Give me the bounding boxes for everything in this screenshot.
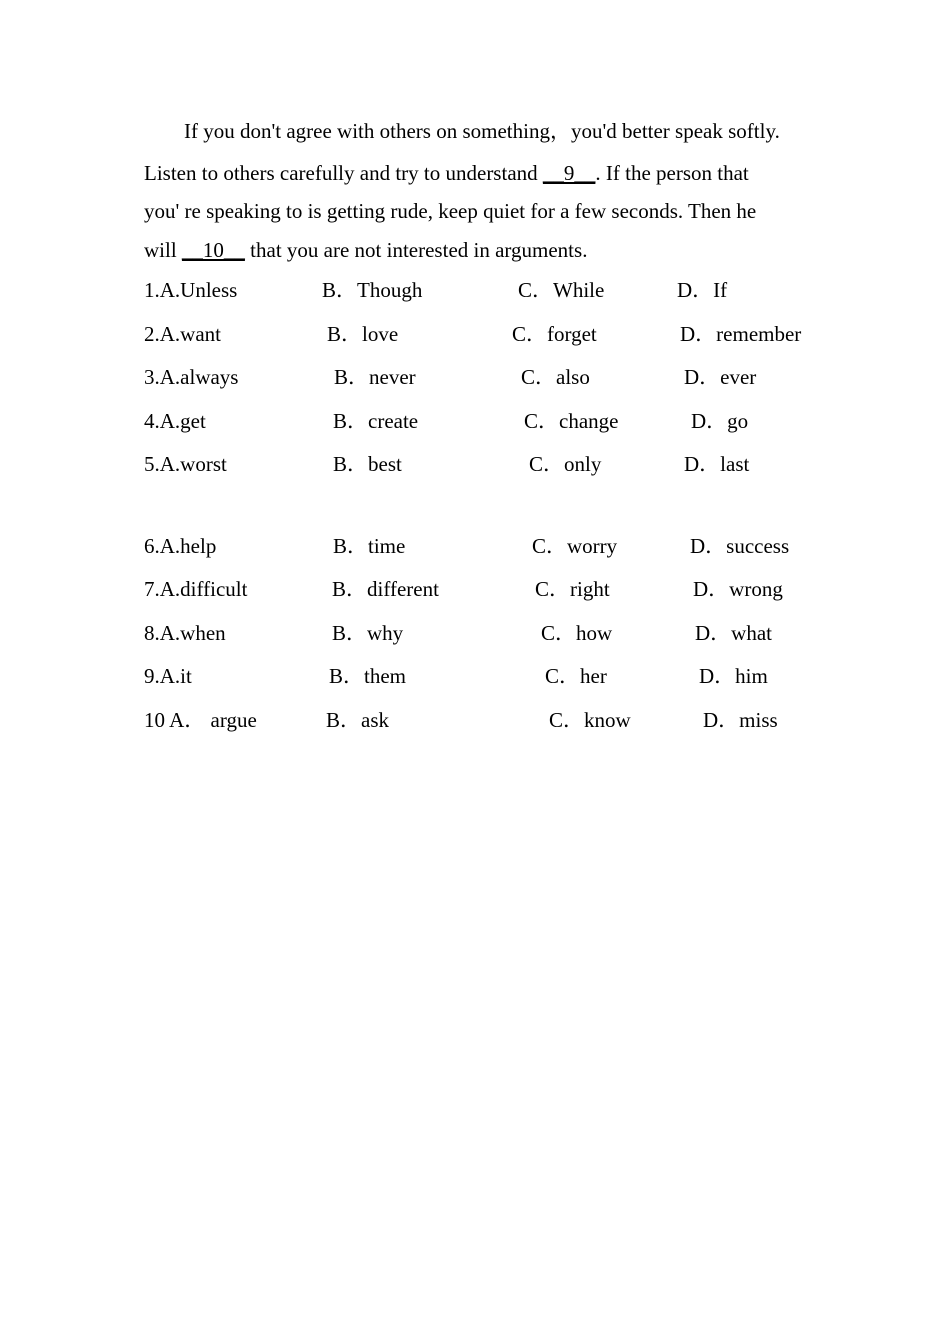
q9-option-d: D．him bbox=[699, 664, 768, 688]
q7-option-d: D．wrong bbox=[693, 577, 783, 601]
q2-option-c: C．forget bbox=[512, 322, 597, 346]
q6-option-d: D．success bbox=[690, 534, 790, 558]
q8-option-b: B．why bbox=[332, 621, 404, 645]
q6-option-a: 6.A.help bbox=[144, 534, 217, 558]
passage-line-2-end: . If the person that bbox=[595, 161, 749, 185]
q5-option-b: B．best bbox=[333, 452, 402, 476]
passage-line-4-start: will bbox=[144, 238, 182, 262]
q1-option-a: 1.A.Unless bbox=[144, 278, 238, 302]
passage-line-4-end: that you are not interested in arguments. bbox=[244, 238, 588, 262]
q4-option-d: D．go bbox=[691, 409, 749, 433]
q1-option-d: D．If bbox=[677, 278, 728, 302]
q2-option-d: D．remember bbox=[680, 322, 802, 346]
q10-option-a: 10 A． argue bbox=[144, 708, 257, 732]
blank-9: __9__ bbox=[542, 161, 596, 185]
q7-option-b: B．different bbox=[332, 577, 439, 601]
q10-option-b: B．ask bbox=[326, 708, 389, 732]
q6-option-c: C．worry bbox=[532, 534, 618, 558]
q3-option-d: D．ever bbox=[684, 365, 757, 389]
passage-line-3: you' re speaking to is getting rude, keep quiet for a few seconds. Then he bbox=[144, 199, 757, 223]
q8-option-c: C．how bbox=[541, 621, 613, 645]
passage-line-2-start: Listen to others carefully and try to understand bbox=[144, 161, 543, 185]
q3-option-b: B．never bbox=[334, 365, 416, 389]
q5-option-c: C．only bbox=[529, 452, 602, 476]
q7-option-a: 7.A.difficult bbox=[144, 577, 248, 601]
q2-option-a: 2.A.want bbox=[144, 322, 221, 346]
q3-option-c: C．also bbox=[521, 365, 590, 389]
q6-option-b: B．time bbox=[333, 534, 406, 558]
q2-option-b: B．love bbox=[327, 322, 399, 346]
q10-option-c: C．know bbox=[549, 708, 631, 732]
q9-option-c: C．her bbox=[545, 664, 607, 688]
blank-10: __10__ bbox=[181, 238, 245, 262]
q5-option-d: D．last bbox=[684, 452, 750, 476]
q9-option-b: B．them bbox=[329, 664, 406, 688]
q10-option-d: D．miss bbox=[703, 708, 778, 732]
passage-line-2 bbox=[144, 160, 749, 186]
q4-option-c: C．change bbox=[524, 409, 619, 433]
q7-option-c: C．right bbox=[535, 577, 610, 601]
passage-line-1: If you don't agree with others on something，you'd better speak softly. bbox=[184, 119, 780, 143]
q4-option-a: 4.A.get bbox=[144, 409, 206, 433]
q1-option-c: C．While bbox=[518, 278, 605, 302]
passage-line-4 bbox=[144, 237, 587, 263]
q8-option-d: D．what bbox=[695, 621, 772, 645]
q5-option-a: 5.A.worst bbox=[144, 452, 227, 476]
q8-option-a: 8.A.when bbox=[144, 621, 226, 645]
q9-option-a: 9.A.it bbox=[144, 664, 192, 688]
q4-option-b: B．create bbox=[333, 409, 419, 433]
q1-option-b: B．Though bbox=[322, 278, 423, 302]
q3-option-a: 3.A.always bbox=[144, 365, 239, 389]
